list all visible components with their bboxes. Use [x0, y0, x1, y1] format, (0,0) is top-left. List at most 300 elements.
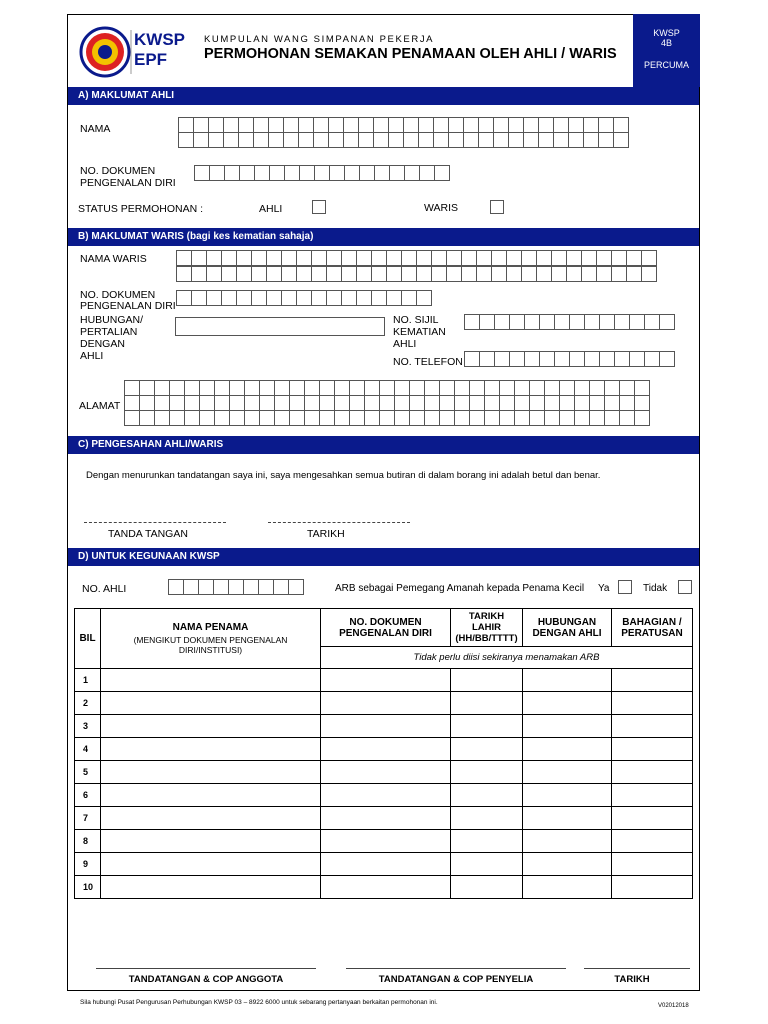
char-box[interactable]: [199, 380, 215, 396]
char-box[interactable]: [484, 410, 500, 426]
char-box[interactable]: [269, 165, 285, 181]
char-box[interactable]: [448, 117, 464, 133]
char-box[interactable]: [574, 410, 590, 426]
char-box[interactable]: [394, 410, 410, 426]
char-box[interactable]: [206, 250, 222, 266]
char-box[interactable]: [524, 351, 540, 367]
char-box[interactable]: [508, 132, 524, 148]
char-box[interactable]: [236, 250, 252, 266]
doc-cell[interactable]: [321, 669, 451, 692]
char-box[interactable]: [484, 380, 500, 396]
char-box[interactable]: [536, 266, 552, 282]
char-box[interactable]: [193, 117, 209, 133]
char-box[interactable]: [236, 290, 252, 306]
char-box[interactable]: [274, 395, 290, 411]
char-box[interactable]: [359, 165, 375, 181]
char-box[interactable]: [629, 314, 645, 330]
char-box[interactable]: [238, 117, 254, 133]
char-box[interactable]: [289, 380, 305, 396]
char-box[interactable]: [199, 395, 215, 411]
char-box[interactable]: [244, 380, 260, 396]
char-box[interactable]: [288, 579, 304, 595]
char-box[interactable]: [319, 410, 335, 426]
char-box[interactable]: [491, 250, 507, 266]
char-box[interactable]: [209, 165, 225, 181]
char-box[interactable]: [604, 395, 620, 411]
death-cert-boxes[interactable]: [464, 314, 674, 330]
char-box[interactable]: [198, 579, 214, 595]
char-box[interactable]: [283, 132, 299, 148]
char-box[interactable]: [589, 380, 605, 396]
char-box[interactable]: [446, 250, 462, 266]
char-box[interactable]: [386, 266, 402, 282]
char-box[interactable]: [251, 290, 267, 306]
char-box[interactable]: [281, 250, 297, 266]
heir-name-boxes-line1[interactable]: [176, 250, 656, 266]
status-heir-checkbox[interactable]: [490, 200, 504, 214]
char-box[interactable]: [329, 165, 345, 181]
char-box[interactable]: [274, 410, 290, 426]
dob-cell[interactable]: [451, 807, 523, 830]
char-box[interactable]: [176, 290, 192, 306]
member-name-boxes-line1[interactable]: [178, 117, 628, 133]
char-box[interactable]: [334, 395, 350, 411]
char-box[interactable]: [296, 250, 312, 266]
char-box[interactable]: [478, 132, 494, 148]
char-box[interactable]: [418, 132, 434, 148]
char-box[interactable]: [568, 132, 584, 148]
char-box[interactable]: [538, 117, 554, 133]
char-box[interactable]: [386, 250, 402, 266]
relationship-cell[interactable]: [523, 715, 612, 738]
char-box[interactable]: [584, 351, 600, 367]
char-box[interactable]: [379, 410, 395, 426]
char-box[interactable]: [364, 380, 380, 396]
char-box[interactable]: [388, 117, 404, 133]
char-box[interactable]: [154, 380, 170, 396]
char-box[interactable]: [139, 395, 155, 411]
char-box[interactable]: [403, 132, 419, 148]
char-box[interactable]: [464, 351, 480, 367]
char-box[interactable]: [358, 117, 374, 133]
char-box[interactable]: [404, 165, 420, 181]
status-member-checkbox[interactable]: [312, 200, 326, 214]
share-cell[interactable]: [612, 853, 693, 876]
share-cell[interactable]: [612, 761, 693, 784]
member-name-boxes-line2[interactable]: [178, 132, 628, 148]
char-box[interactable]: [326, 266, 342, 282]
char-box[interactable]: [371, 290, 387, 306]
char-box[interactable]: [344, 165, 360, 181]
member-no-boxes[interactable]: [168, 579, 303, 595]
char-box[interactable]: [169, 380, 185, 396]
char-box[interactable]: [223, 132, 239, 148]
char-box[interactable]: [266, 250, 282, 266]
char-box[interactable]: [431, 266, 447, 282]
char-box[interactable]: [634, 410, 650, 426]
supervisor-signature-line[interactable]: [346, 968, 566, 969]
char-box[interactable]: [229, 380, 245, 396]
char-box[interactable]: [169, 410, 185, 426]
char-box[interactable]: [228, 579, 244, 595]
char-box[interactable]: [581, 266, 597, 282]
char-box[interactable]: [349, 395, 365, 411]
char-box[interactable]: [493, 117, 509, 133]
char-box[interactable]: [169, 395, 185, 411]
name-cell[interactable]: [101, 715, 321, 738]
arb-yes-checkbox[interactable]: [618, 580, 632, 594]
char-box[interactable]: [273, 579, 289, 595]
char-box[interactable]: [343, 117, 359, 133]
char-box[interactable]: [419, 165, 435, 181]
dob-cell[interactable]: [451, 761, 523, 784]
char-box[interactable]: [199, 410, 215, 426]
char-box[interactable]: [494, 351, 510, 367]
char-box[interactable]: [614, 351, 630, 367]
char-box[interactable]: [509, 314, 525, 330]
char-box[interactable]: [479, 314, 495, 330]
char-box[interactable]: [569, 314, 585, 330]
char-box[interactable]: [584, 314, 600, 330]
char-box[interactable]: [328, 117, 344, 133]
char-box[interactable]: [229, 410, 245, 426]
char-box[interactable]: [568, 117, 584, 133]
char-box[interactable]: [213, 579, 229, 595]
char-box[interactable]: [394, 380, 410, 396]
char-box[interactable]: [574, 395, 590, 411]
char-box[interactable]: [341, 250, 357, 266]
relationship-cell[interactable]: [523, 669, 612, 692]
char-box[interactable]: [379, 395, 395, 411]
char-box[interactable]: [304, 410, 320, 426]
char-box[interactable]: [566, 250, 582, 266]
char-box[interactable]: [581, 250, 597, 266]
char-box[interactable]: [476, 266, 492, 282]
char-box[interactable]: [461, 266, 477, 282]
share-cell[interactable]: [612, 807, 693, 830]
char-box[interactable]: [431, 250, 447, 266]
char-box[interactable]: [446, 266, 462, 282]
char-box[interactable]: [154, 395, 170, 411]
doc-cell[interactable]: [321, 807, 451, 830]
char-box[interactable]: [191, 290, 207, 306]
char-box[interactable]: [191, 250, 207, 266]
char-box[interactable]: [539, 351, 555, 367]
char-box[interactable]: [328, 132, 344, 148]
char-box[interactable]: [208, 132, 224, 148]
char-box[interactable]: [424, 410, 440, 426]
char-box[interactable]: [394, 395, 410, 411]
char-box[interactable]: [371, 266, 387, 282]
char-box[interactable]: [499, 395, 515, 411]
char-box[interactable]: [463, 117, 479, 133]
char-box[interactable]: [343, 132, 359, 148]
dob-cell[interactable]: [451, 830, 523, 853]
char-box[interactable]: [424, 395, 440, 411]
char-box[interactable]: [506, 250, 522, 266]
char-box[interactable]: [208, 117, 224, 133]
char-box[interactable]: [544, 395, 560, 411]
doc-cell[interactable]: [321, 715, 451, 738]
member-signature-line[interactable]: [96, 968, 316, 969]
char-box[interactable]: [236, 266, 252, 282]
char-box[interactable]: [349, 410, 365, 426]
char-box[interactable]: [566, 266, 582, 282]
char-box[interactable]: [253, 132, 269, 148]
char-box[interactable]: [551, 266, 567, 282]
doc-cell[interactable]: [321, 738, 451, 761]
char-box[interactable]: [356, 266, 372, 282]
char-box[interactable]: [184, 410, 200, 426]
char-box[interactable]: [298, 132, 314, 148]
char-box[interactable]: [491, 266, 507, 282]
char-box[interactable]: [388, 132, 404, 148]
char-box[interactable]: [454, 410, 470, 426]
relationship-cell[interactable]: [523, 738, 612, 761]
char-box[interactable]: [296, 266, 312, 282]
char-box[interactable]: [463, 132, 479, 148]
name-cell[interactable]: [101, 761, 321, 784]
dob-cell[interactable]: [451, 692, 523, 715]
char-box[interactable]: [253, 117, 269, 133]
char-box[interactable]: [659, 314, 675, 330]
char-box[interactable]: [326, 250, 342, 266]
address-boxes-line2[interactable]: [124, 395, 649, 411]
signature-line[interactable]: [84, 522, 226, 523]
doc-cell[interactable]: [321, 876, 451, 899]
char-box[interactable]: [524, 314, 540, 330]
char-box[interactable]: [296, 290, 312, 306]
char-box[interactable]: [326, 290, 342, 306]
char-box[interactable]: [371, 250, 387, 266]
char-box[interactable]: [259, 410, 275, 426]
char-box[interactable]: [206, 290, 222, 306]
char-box[interactable]: [599, 314, 615, 330]
char-box[interactable]: [409, 395, 425, 411]
char-box[interactable]: [176, 266, 192, 282]
dob-cell[interactable]: [451, 738, 523, 761]
char-box[interactable]: [356, 250, 372, 266]
char-box[interactable]: [239, 165, 255, 181]
char-box[interactable]: [401, 266, 417, 282]
char-box[interactable]: [626, 266, 642, 282]
char-box[interactable]: [598, 132, 614, 148]
char-box[interactable]: [539, 314, 555, 330]
char-box[interactable]: [409, 380, 425, 396]
dob-cell[interactable]: [451, 669, 523, 692]
char-box[interactable]: [544, 410, 560, 426]
char-box[interactable]: [313, 117, 329, 133]
char-box[interactable]: [614, 314, 630, 330]
name-cell[interactable]: [101, 784, 321, 807]
char-box[interactable]: [243, 579, 259, 595]
char-box[interactable]: [619, 410, 635, 426]
char-box[interactable]: [364, 410, 380, 426]
char-box[interactable]: [389, 165, 405, 181]
char-box[interactable]: [641, 250, 657, 266]
char-box[interactable]: [506, 266, 522, 282]
phone-boxes[interactable]: [464, 351, 674, 367]
char-box[interactable]: [569, 351, 585, 367]
char-box[interactable]: [626, 250, 642, 266]
char-box[interactable]: [283, 117, 299, 133]
share-cell[interactable]: [612, 692, 693, 715]
doc-cell[interactable]: [321, 853, 451, 876]
share-cell[interactable]: [612, 830, 693, 853]
char-box[interactable]: [469, 380, 485, 396]
char-box[interactable]: [334, 410, 350, 426]
dob-cell[interactable]: [451, 853, 523, 876]
char-box[interactable]: [193, 132, 209, 148]
name-cell[interactable]: [101, 876, 321, 899]
char-box[interactable]: [611, 250, 627, 266]
address-boxes-line1[interactable]: [124, 380, 649, 396]
char-box[interactable]: [553, 132, 569, 148]
char-box[interactable]: [644, 314, 660, 330]
char-box[interactable]: [299, 165, 315, 181]
char-box[interactable]: [314, 165, 330, 181]
char-box[interactable]: [521, 266, 537, 282]
share-cell[interactable]: [612, 738, 693, 761]
char-box[interactable]: [514, 410, 530, 426]
char-box[interactable]: [221, 266, 237, 282]
char-box[interactable]: [358, 132, 374, 148]
char-box[interactable]: [493, 132, 509, 148]
char-box[interactable]: [559, 410, 575, 426]
name-cell[interactable]: [101, 830, 321, 853]
relationship-cell[interactable]: [523, 853, 612, 876]
share-cell[interactable]: [612, 876, 693, 899]
char-box[interactable]: [596, 266, 612, 282]
char-box[interactable]: [433, 117, 449, 133]
char-box[interactable]: [319, 395, 335, 411]
char-box[interactable]: [529, 395, 545, 411]
char-box[interactable]: [439, 380, 455, 396]
char-box[interactable]: [574, 380, 590, 396]
char-box[interactable]: [448, 132, 464, 148]
char-box[interactable]: [244, 395, 260, 411]
char-box[interactable]: [484, 395, 500, 411]
doc-cell[interactable]: [321, 761, 451, 784]
char-box[interactable]: [139, 380, 155, 396]
name-cell[interactable]: [101, 853, 321, 876]
char-box[interactable]: [478, 117, 494, 133]
char-box[interactable]: [214, 410, 230, 426]
char-box[interactable]: [644, 351, 660, 367]
share-cell[interactable]: [612, 669, 693, 692]
char-box[interactable]: [454, 395, 470, 411]
char-box[interactable]: [401, 250, 417, 266]
char-box[interactable]: [613, 132, 629, 148]
char-box[interactable]: [619, 395, 635, 411]
char-box[interactable]: [439, 395, 455, 411]
footer-date-line[interactable]: [584, 968, 690, 969]
char-box[interactable]: [221, 290, 237, 306]
name-cell[interactable]: [101, 807, 321, 830]
char-box[interactable]: [266, 266, 282, 282]
char-box[interactable]: [476, 250, 492, 266]
char-box[interactable]: [469, 395, 485, 411]
char-box[interactable]: [313, 132, 329, 148]
char-box[interactable]: [529, 410, 545, 426]
char-box[interactable]: [284, 165, 300, 181]
char-box[interactable]: [184, 395, 200, 411]
heir-doc-boxes[interactable]: [176, 290, 431, 306]
arb-no-checkbox[interactable]: [678, 580, 692, 594]
char-box[interactable]: [289, 410, 305, 426]
char-box[interactable]: [221, 250, 237, 266]
char-box[interactable]: [499, 380, 515, 396]
char-box[interactable]: [224, 165, 240, 181]
doc-cell[interactable]: [321, 784, 451, 807]
char-box[interactable]: [251, 266, 267, 282]
char-box[interactable]: [244, 410, 260, 426]
name-cell[interactable]: [101, 738, 321, 761]
char-box[interactable]: [124, 395, 140, 411]
char-box[interactable]: [194, 165, 210, 181]
char-box[interactable]: [229, 395, 245, 411]
char-box[interactable]: [289, 395, 305, 411]
char-box[interactable]: [553, 117, 569, 133]
name-cell[interactable]: [101, 669, 321, 692]
char-box[interactable]: [416, 266, 432, 282]
char-box[interactable]: [298, 117, 314, 133]
heir-name-boxes-line2[interactable]: [176, 266, 656, 282]
char-box[interactable]: [268, 117, 284, 133]
char-box[interactable]: [206, 266, 222, 282]
char-box[interactable]: [274, 380, 290, 396]
char-box[interactable]: [583, 132, 599, 148]
char-box[interactable]: [304, 395, 320, 411]
char-box[interactable]: [191, 266, 207, 282]
char-box[interactable]: [554, 351, 570, 367]
char-box[interactable]: [634, 380, 650, 396]
char-box[interactable]: [434, 165, 450, 181]
char-box[interactable]: [183, 579, 199, 595]
char-box[interactable]: [433, 132, 449, 148]
char-box[interactable]: [266, 290, 282, 306]
char-box[interactable]: [634, 395, 650, 411]
char-box[interactable]: [214, 380, 230, 396]
char-box[interactable]: [154, 410, 170, 426]
char-box[interactable]: [454, 380, 470, 396]
char-box[interactable]: [461, 250, 477, 266]
char-box[interactable]: [598, 117, 614, 133]
char-box[interactable]: [223, 117, 239, 133]
char-box[interactable]: [589, 410, 605, 426]
doc-cell[interactable]: [321, 692, 451, 715]
char-box[interactable]: [559, 395, 575, 411]
relationship-cell[interactable]: [523, 807, 612, 830]
char-box[interactable]: [356, 290, 372, 306]
char-box[interactable]: [416, 290, 432, 306]
char-box[interactable]: [529, 380, 545, 396]
char-box[interactable]: [629, 351, 645, 367]
char-box[interactable]: [521, 250, 537, 266]
dob-cell[interactable]: [451, 876, 523, 899]
char-box[interactable]: [583, 117, 599, 133]
char-box[interactable]: [509, 351, 525, 367]
char-box[interactable]: [424, 380, 440, 396]
char-box[interactable]: [469, 410, 485, 426]
char-box[interactable]: [251, 250, 267, 266]
char-box[interactable]: [139, 410, 155, 426]
char-box[interactable]: [514, 395, 530, 411]
char-box[interactable]: [523, 117, 539, 133]
char-box[interactable]: [311, 266, 327, 282]
char-box[interactable]: [334, 380, 350, 396]
char-box[interactable]: [554, 314, 570, 330]
